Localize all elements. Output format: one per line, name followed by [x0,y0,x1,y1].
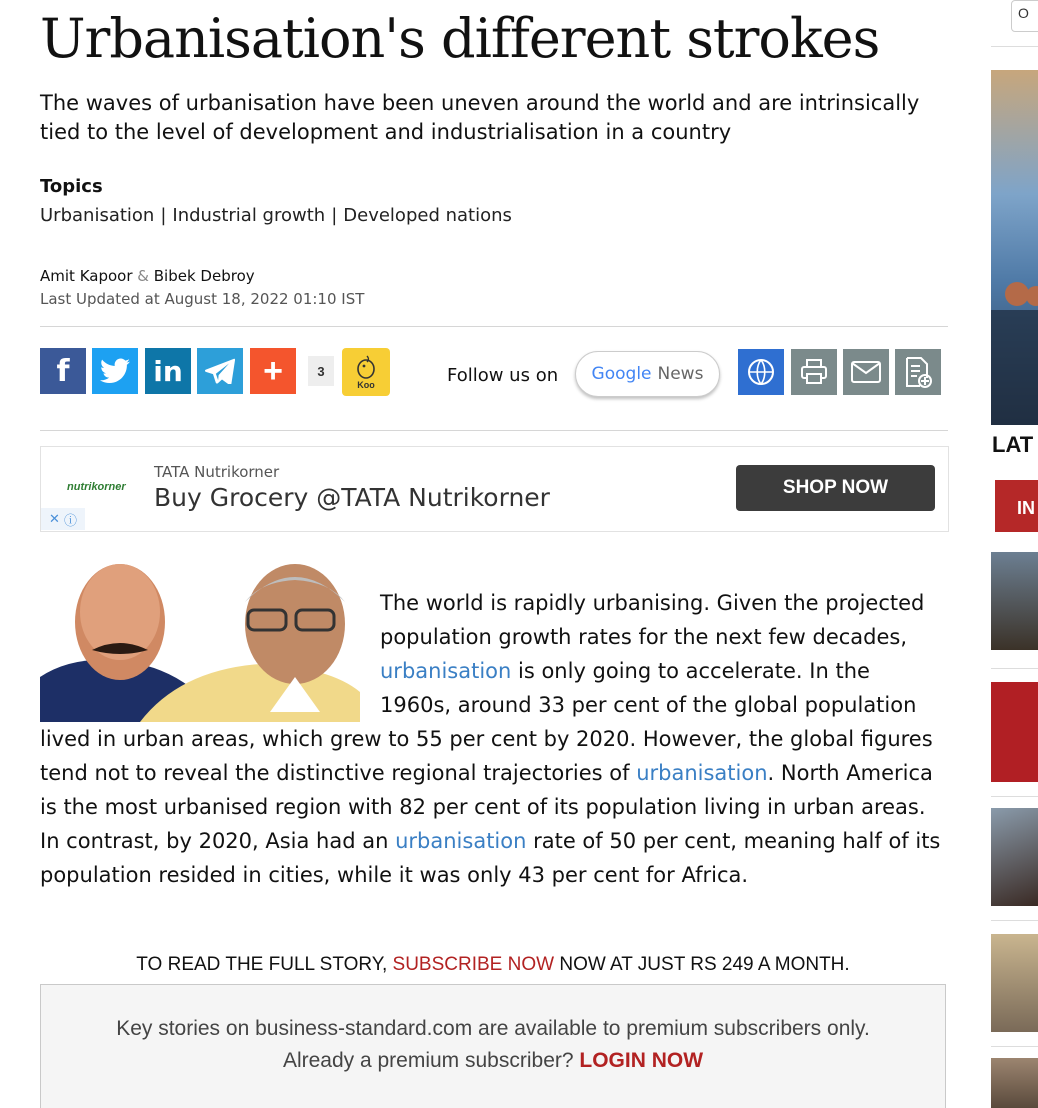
ad-brand: TATA Nutrikorner [154,463,280,481]
facebook-icon: f [56,353,70,389]
google-wordmark: Google [591,364,652,384]
rail-thumbnail[interactable] [991,808,1038,906]
urbanisation-link[interactable]: urbanisation [380,659,512,683]
article-body: The world is rapidly urbanising. Given the projected population growth rates for the next few decades, urbanisation is only going to accelerate. In the 1960s, around 33 per cent of the global population lived in urban areas, which grew to 55 per cent by 2020. However, the global figures tend not to reveal the distinctive regional trajectories of urbanisation. North America is the most urbanised region with 82 per cent of its population living in urban areas. In contrast, by 2020, Asia had an urbanisation rate of 50 per cent, meaning half of its population resided in cities, while it was only 43 per cent for Africa. [40,586,946,892]
page-title: Urbanisation's different strokes [40,7,880,70]
byline [40,267,255,285]
print-button[interactable] [791,349,837,395]
promo-picture [991,70,1038,425]
news-label: News [657,364,704,384]
right-rail [991,0,1038,1108]
topics-list [40,205,512,226]
koo-share-button[interactable] [342,348,390,396]
rail-thumbnail[interactable] [991,552,1038,650]
twitter-share-button[interactable] [92,348,138,394]
printer-icon [799,358,829,386]
subscribe-cta: TO READ THE FULL STORY, SUBSCRIBE NOW NOW AT JUST RS 249 A MONTH. [136,954,850,975]
login-now-link[interactable]: LOGIN NOW [579,1049,704,1072]
divider [991,920,1038,921]
globe-icon [745,356,777,388]
telegram-icon [205,358,235,384]
topic-link-industrial-growth[interactable]: Industrial growth [172,205,326,226]
shop-now-button[interactable]: SHOP NOW [736,465,935,511]
rail-thumbnail[interactable] [991,682,1038,782]
plus-icon: + [263,351,283,390]
close-icon[interactable]: ✕ [49,511,60,526]
rail-thumbnail[interactable] [991,1058,1038,1108]
telegram-share-button[interactable] [197,348,243,394]
envelope-icon [850,360,882,384]
koo-label: Koo [357,380,375,390]
add-portfolio-button[interactable] [895,349,941,395]
divider [40,430,948,431]
urbanisation-link[interactable]: urbanisation [636,761,768,785]
updated-timestamp: Last Updated at August 18, 2022 01:10 IST [40,290,365,308]
ad-title[interactable]: Buy Grocery @TATA Nutrikorner [154,483,550,512]
topic-separator: | [331,205,338,226]
authors-portrait [40,552,360,722]
divider [991,1046,1038,1047]
ad-choices[interactable] [41,508,85,530]
more-share-button[interactable] [250,348,296,394]
authors-photo [40,552,360,722]
twitter-icon [100,358,130,384]
rail-tab[interactable]: IN [995,480,1038,532]
topic-link-developed-nations[interactable]: Developed nations [343,205,512,226]
email-button[interactable] [843,349,889,395]
author-link-amit-kapoor[interactable]: Amit Kapoor [40,267,133,285]
paywall-message: Key stories on business-standard.com are available to premium subscribers only. [116,1017,870,1040]
share-count: 3 [308,356,334,386]
follow-label: Follow us on [447,365,559,386]
paywall-box [40,984,946,1108]
rail-thumbnail[interactable] [991,934,1038,1032]
ad-logo: nutrikorner [67,481,126,493]
divider [991,796,1038,797]
topics-heading: Topics [40,176,103,197]
facebook-share-button[interactable] [40,348,86,394]
author-link-bibek-debroy[interactable]: Bibek Debroy [153,267,255,285]
paywall-login-line: Already a premium subscriber? LOGIN NOW [282,1049,704,1072]
linkedin-icon: in [153,354,183,388]
urbanisation-link[interactable]: urbanisation [395,829,527,853]
divider [991,46,1038,47]
search-input[interactable]: O [1011,0,1038,32]
koo-bird-icon [355,354,377,380]
sponsored-ad[interactable] [40,446,949,532]
document-add-icon [903,356,933,388]
topic-link-urbanisation[interactable]: Urbanisation [40,205,155,226]
rail-promo-image[interactable] [991,70,1038,425]
subscribe-now-link[interactable]: SUBSCRIBE NOW [392,954,555,975]
divider [40,326,948,327]
info-icon[interactable]: ⓘ [63,512,77,528]
divider [991,668,1038,669]
latest-heading: LAT [992,432,1034,457]
author-joiner: & [137,267,149,285]
linkedin-share-button[interactable] [145,348,191,394]
article-deck: The waves of urbanisation have been uneven around the world and are intrinsically tied to the level of development and industrialisation in a country [40,91,920,144]
google-news-follow-button[interactable] [575,351,720,397]
translate-button[interactable] [738,349,784,395]
topic-separator: | [160,205,167,226]
